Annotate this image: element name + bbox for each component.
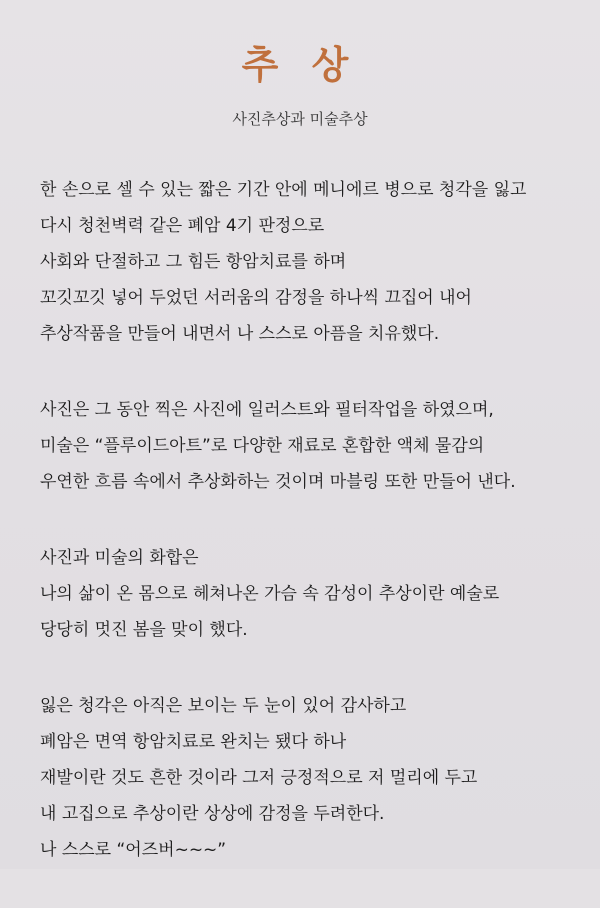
text-line: 폐암은 면역 항암치료로 완치는 됐다 하나 xyxy=(40,732,347,752)
text-line: 재발이란 것도 흔한 것이라 그저 긍정적으로 저 멀리에 두고 xyxy=(40,768,478,788)
text-line: 내 고집으로 추상이란 상상에 감정을 두려한다. xyxy=(40,804,385,824)
text-line: 한 손으로 셀 수 있는 짧은 기간 안에 메니에르 병으로 청각을 잃고 xyxy=(40,180,527,200)
body-text xyxy=(40,172,580,908)
text-line: 당당히 멋진 봄을 맞이 했다. xyxy=(40,620,248,640)
paragraph xyxy=(40,392,580,500)
text-line: 사진은 그 동안 찍은 사진에 일러스트와 필터작업을 하였으며, xyxy=(40,400,494,420)
text-line: 잃은 청각은 아직은 보이는 두 눈이 있어 감사하고 xyxy=(40,696,407,716)
text-line: 우연한 흐름 속에서 추상화하는 것이며 마블링 또한 만들어 낸다. xyxy=(40,472,516,492)
page-title: 추 상 xyxy=(241,43,359,87)
text-line: 추상작품을 만들어 내면서 나 스스로 아픔을 치유했다. xyxy=(40,324,440,344)
paragraph xyxy=(40,540,580,648)
text-line: 나 스스로 “어즈버~~~” xyxy=(40,840,227,860)
text-line: 사진과 미술의 화합은 xyxy=(40,548,199,568)
text-line: 미술은 “플루이드아트”로 다양한 재료로 혼합한 액체 물감의 xyxy=(40,436,485,456)
text-line: 사회와 단절하고 그 힘든 항암치료를 하며 xyxy=(40,252,347,272)
page-subtitle: 사진추상과 미술추상 xyxy=(232,110,368,128)
text-line: 나의 삶이 온 몸으로 헤쳐나온 가슴 속 감성이 추상이란 예술로 xyxy=(40,584,500,604)
text-line: 다시 청천벽력 같은 폐암 4기 판정으로 xyxy=(40,216,325,236)
paragraph xyxy=(40,172,580,352)
paragraph xyxy=(40,688,580,868)
text-line: 꼬깃꼬깃 넣어 두었던 서러움의 감정을 하나씩 끄집어 내어 xyxy=(40,288,472,308)
